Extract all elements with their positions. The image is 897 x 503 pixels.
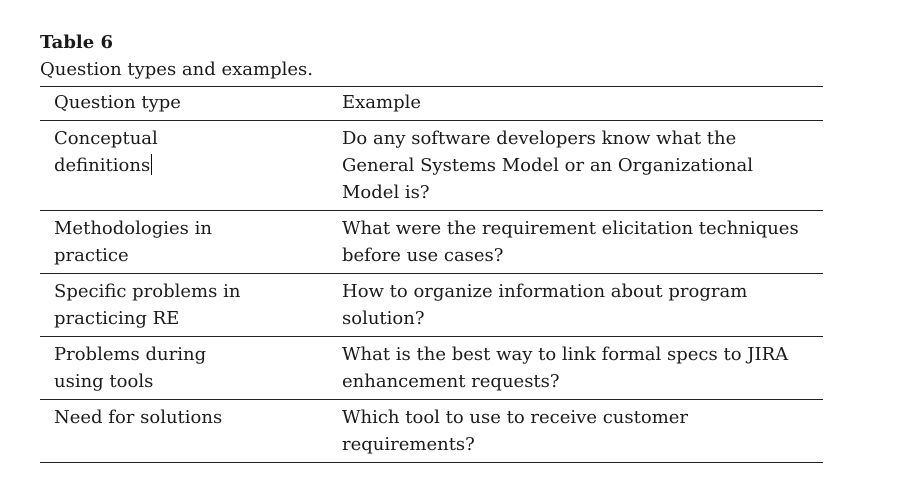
example-text: Do any software developers know what the General Systems Model or an Organizational Model is? bbox=[342, 128, 753, 203]
question-type-text: Need for solutions bbox=[54, 407, 223, 428]
example-cell bbox=[342, 337, 823, 400]
question-type-cell bbox=[40, 121, 342, 211]
text-cursor bbox=[151, 154, 152, 175]
table-row bbox=[40, 274, 823, 337]
example-cell bbox=[342, 274, 823, 337]
table-block bbox=[40, 31, 823, 463]
table-label: Table 6 bbox=[40, 32, 114, 53]
example-cell bbox=[342, 211, 823, 274]
table-row bbox=[40, 211, 823, 274]
example-text: Which tool to use to receive customer requirements? bbox=[342, 407, 689, 455]
question-type-cell bbox=[40, 337, 342, 400]
question-type-cell bbox=[40, 211, 342, 274]
table-header-row bbox=[40, 87, 823, 121]
question-type-cell bbox=[40, 274, 342, 337]
table-row bbox=[40, 337, 823, 400]
table-caption: Question types and examples. bbox=[40, 59, 313, 80]
question-type-text: Specific problems in practicing RE bbox=[54, 281, 241, 329]
example-text: How to organize information about program solution? bbox=[342, 281, 748, 329]
example-text: What were the requirement elicitation techniques before use cases? bbox=[342, 218, 799, 266]
question-type-text: Methodologies in practice bbox=[54, 218, 212, 266]
question-type-text: Conceptual definitions bbox=[54, 128, 158, 176]
example-cell bbox=[342, 121, 823, 211]
question-type-text: Problems during using tools bbox=[54, 344, 207, 392]
table-row bbox=[40, 121, 823, 211]
example-cell bbox=[342, 400, 823, 463]
header-question-type: Question type bbox=[40, 87, 342, 121]
table-row bbox=[40, 400, 823, 463]
question-types-table bbox=[40, 86, 823, 463]
example-text: What is the best way to link formal specs to JIRA enhancement requests? bbox=[342, 344, 789, 392]
question-type-cell bbox=[40, 400, 342, 463]
header-example: Example bbox=[342, 87, 823, 121]
